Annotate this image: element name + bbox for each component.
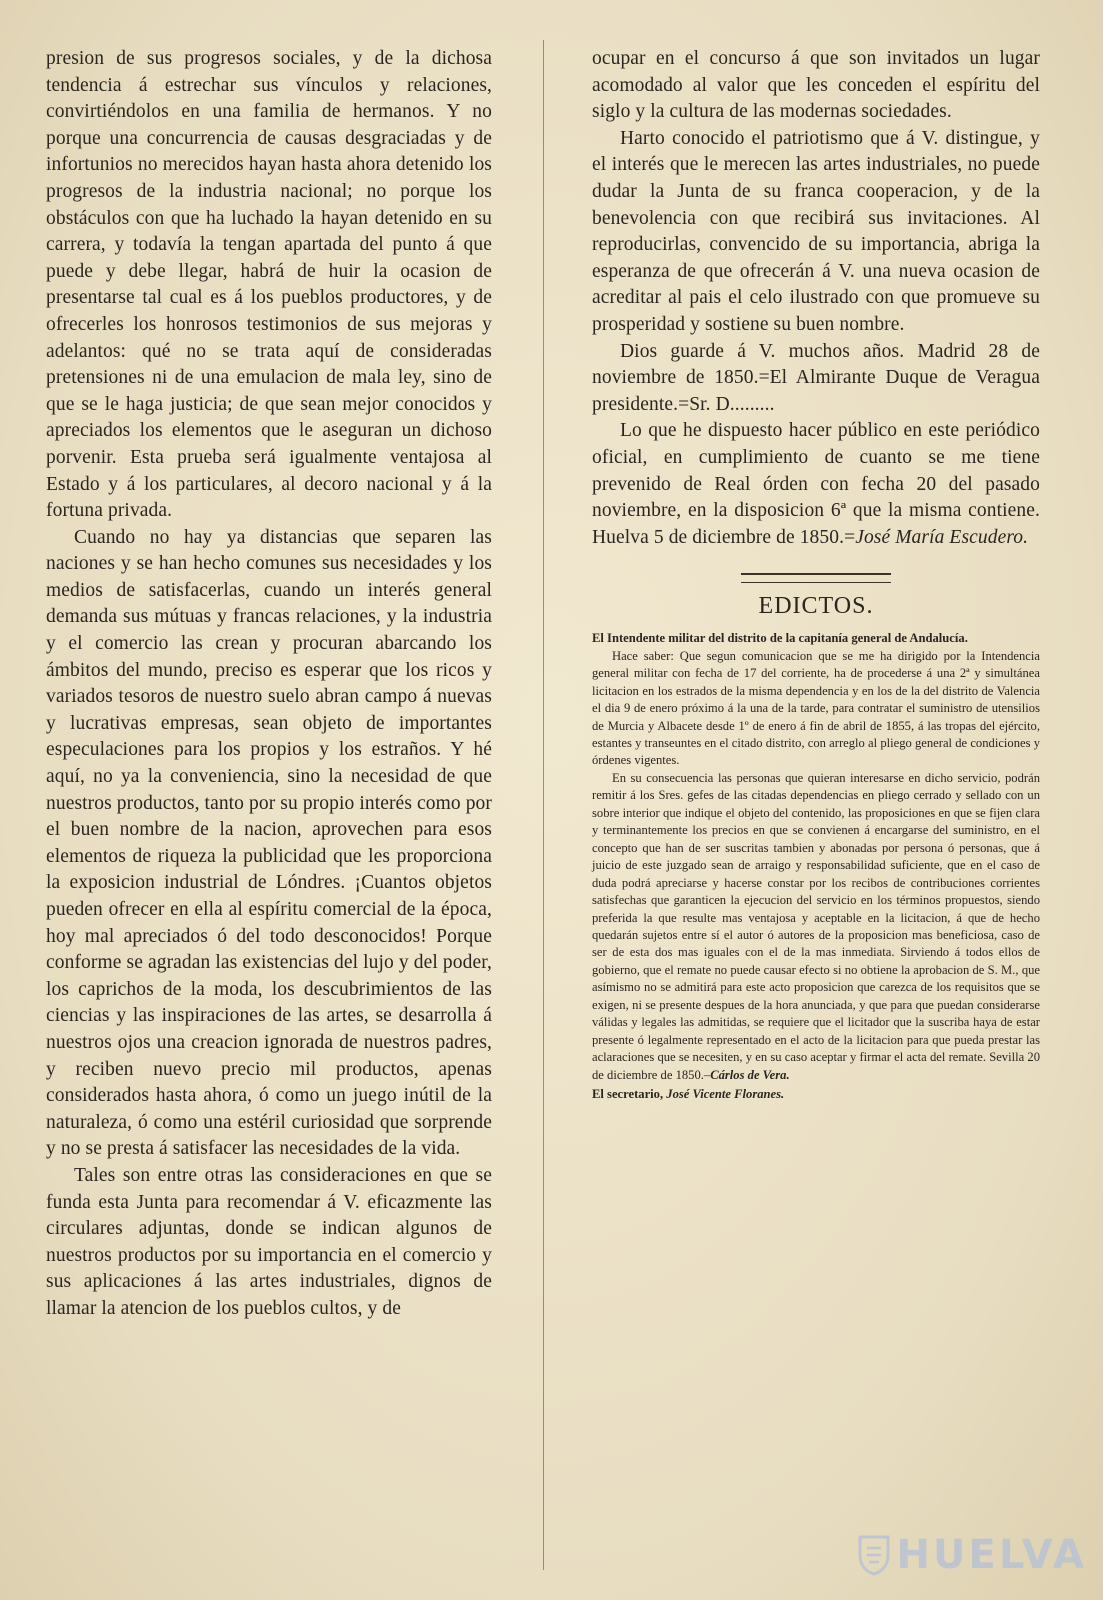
edicto-text: Que segun comunicacion que se me ha dirigido por la Intendencia general militar con fecha de 17 del corriente, ha de procederse á una 2ª y simultánea licitacion en los estrados de la misma dependencia y en los de la del distrito de Valencia el dia 9 de enero próximo á la una de la tarde, para contratar el suministro de utensilios de Murcia y Albacete desde 1º de enero á fin de abril de 1855, á las tropas del ejército, estantes y transeuntes en el citado distrito, con arreglo al pliego general de condiciones y órdenes vigentes. [592,648,1040,768]
column-divider [543,40,544,1570]
secretary-line [592,1086,1040,1103]
paragraph: Tales son entre otras las consideraciones en que se funda esta Junta para recomendar á V. eficazmente las circulares adjuntas, donde se indican algunos de nuestros productos por su importancia en el comercio y sus aplicaciones á las artes industriales, dignos de llamar la atencion de los pueblos cultos, y de [46,1164,492,1319]
shield-icon [857,1534,891,1576]
edicto-text: En su consecuencia las personas que quieran interesarse en dicho servicio, podrán remitir á los Sres. gefes de las citadas dependencias en pliego cerrado y sellado con un sobre interior que indique el objeto del contenido, las proposiciones en que se fijen clara y terminantemente los precios en que se convienen á encargarse del suministro, en el concepto que han de ser suscritas tambien y abonadas por persona ó personas, que á juicio de este juzgado sean de arraigo y responsabilidad suficiente, que en el caso de duda podrá apreciarse y hacerse constar por los recibos de contribuciones corrientes satisfechas que garanticen la ejecucion del servicio en los términos propuestos, siendo preferida la que resulte mas ventajosa y aceptable en la licitacion, á que de hecho quedarán sujetos entre sí el autor ó autores de la proposicion mas beneficiosa, caso de ser de esta dos mas iguales con el de la mas inmediata. Sirviendo á todos ellos de gobierno, que el remate no puede causar efecto si no obtiene la aprobacion de S. M., que asímismo no se admitirá para este acto proposicion que carezca de los requisitos que se exigen, ni se presente despues de la hora anunciada, y que para que puedan considerarse válidas y legales las admitidas, se requiere que el licitador que la suscriba haya de estar presente ó legalmente representado en el acto de la licitacion para que pueda prestar las aclaraciones que se necesiten, y en su caso aceptar y firmar el acta del remate. Sevilla 20 de diciembre de 1850.– [592,770,1040,1082]
left-column [46,46,492,1323]
edicto-paragraph [592,770,1040,1084]
paragraph [592,418,1040,551]
signature: José María Escudero. [855,526,1029,548]
paragraph: Cuando no hay ya distancias que separen las naciones y se han hecho comunes sus necesidades y los medios de satisfacerlas, cuando un interés general demanda sus mútuas y francas relaciones, y la industria y el comercio las crean y procuran abarcando los ámbitos del mundo, preciso es esperar que los ricos y variados tesoros de nuestro suelo abran campo á nuevas y lucrativas empresas, sean objeto de importantes especulaciones para los propios y los estraños. Y hé aquí, no ya la conveniencia, sino la necesidad de que nuestros productos, tanto por su propio interés como por el buen nombre de la nacion, aprovechen para esos elementos de riqueza la publicidad que les proporciona la exposicion industrial de Lóndres. ¡Cuantos objetos pueden ofrecer en ella al espíritu comercial de la época, hoy mal apreciados ó del todo desconocidos! Porque conforme se agradan las existencias del lujo y del poder, los caprichos de la moda, los descubrimientos de las ciencias y las inspiraciones de las artes, se desarrolla á nuestros ojos una creacion ignorada de nuestros padres, y reciben nuevo precio mil productos, apenas considerados hasta ahora, ó como un juego inútil de la naturaleza, ó como una estéril curiosidad que sorprende y no se presta á satisfacer las necesidades de la vida. [46,526,492,1160]
section-ornament [741,573,891,583]
right-column [592,46,1040,1104]
paragraph: ocupar en el concurso á que son invitados un lugar acomodado al valor que les conceden el espíritu del siglo y la cultura de las modernas sociedades. [592,48,1040,123]
paragraph-text: Lo que he dispuesto hacer público en este periódico oficial, en cumplimiento de cuanto se me tiene prevenido de Real órden con fecha 20 del pasado noviembre, en la disposicion 6ª que la misma contiene. Huelva 5 de diciembre de 1850.= [592,420,1040,548]
edicto-heading: El Intendente militar del distrito de la capitanía general de Andalucía. [592,631,968,646]
hace-saber-label: Hace saber: [612,648,674,663]
edicto-paragraph [592,648,1040,770]
paragraph: Harto conocido el patriotismo que á V. distingue, y el interés que le merecen las artes industriales, no puede dudar la Junta de su franca cooperacion, y de la benevolencia con que recibirá sus invitaciones. Al reproducirlas, convencido de su importancia, abriga la esperanza de que ofrecerán á V. una nueva ocasion de acreditar al pais el celo ilustrado con que promueve su prosperidad y sostiene su buen nombre. [592,127,1040,335]
signature: Cárlos de Vera. [710,1067,790,1082]
edicto-block [592,630,1040,1103]
archive-watermark [857,1532,1087,1578]
paragraph: Dios guarde á V. muchos años. Madrid 28 de noviembre de 1850.=El Almirante Duque de Veragua presidente.=Sr. D......... [592,340,1040,415]
watermark-text: HUELVA [896,1532,1087,1578]
signature: José Vicente Floranes. [666,1087,785,1102]
secretary-label: El secretario, [592,1087,664,1102]
section-title: EDICTOS. [758,593,874,620]
paragraph: presion de sus progresos sociales, y de la dichosa tendencia á estrechar sus vínculos y relaciones, convirtiéndolos en una familia de hermanos. Y no porque una concurrencia de causas desgraciadas y de infortunios no merecidos hayan hasta ahora detenido los progresos de la industria nacional; no porque los obstáculos con que ha luchado la hayan detenido en su carrera, y todavía la tengan apartada del punto á que puede y debe llegar, habrá de huir la ocasion de presentarse tal cual es á los pueblos productores, y de ofrecerles los honrosos testimonios de sus mejoras y adelantos: qué no se trata aquí de consideradas pretensiones ni de una emulacion de mala ley, sino de que se le haga justicia; de que sean mejor conocidos y apreciados los elementos que le aseguran un dichoso porvenir. Esta prueba será igualmente ventajosa al Estado y á los particulares, al decoro nacional y á la fortuna privada. [46,48,492,522]
